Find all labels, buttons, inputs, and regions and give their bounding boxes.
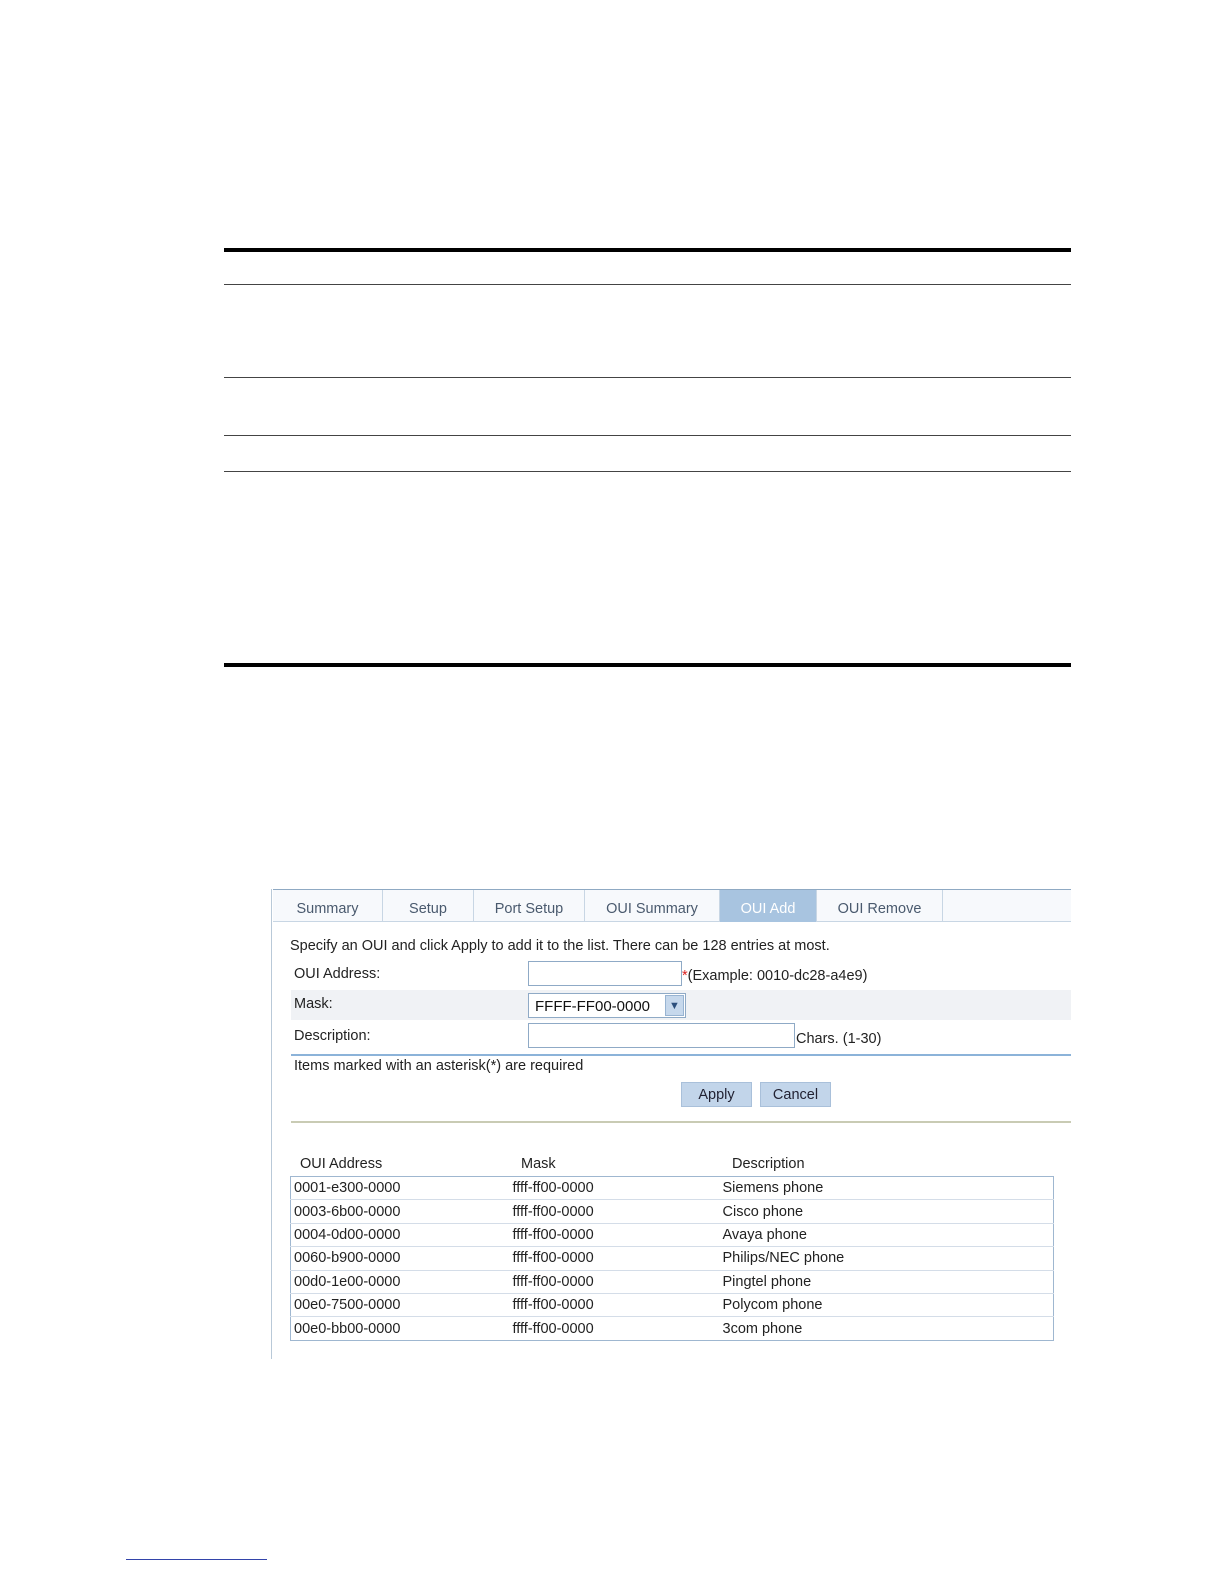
oui-list-table <box>290 1176 1054 1341</box>
description-input[interactable] <box>528 1023 795 1048</box>
table-row <box>291 1293 1054 1316</box>
required-note: Items marked with an asterisk(*) are required <box>294 1058 584 1074</box>
doc-table-rule <box>224 377 1071 378</box>
required-mark: * <box>682 968 688 984</box>
doc-table-rule <box>224 471 1071 472</box>
mask-label: Mask: <box>294 996 333 1012</box>
tab-port-setup[interactable]: Port Setup <box>474 890 585 922</box>
row-oui-address: 0004-0d00-0000 <box>291 1223 513 1246</box>
row-oui-address: 00e0-bb00-0000 <box>294 1320 401 1337</box>
row-mask: ffff-ff00-0000 <box>513 1223 723 1246</box>
list-separator <box>291 1121 1071 1123</box>
row-mask: ffff-ff00-0000 <box>513 1247 723 1270</box>
oui-address-hint-wrap <box>682 968 867 984</box>
description-label: Description: <box>294 1028 371 1044</box>
table-row <box>291 1317 1054 1340</box>
description-hint: Chars. (1-30) <box>796 1031 882 1047</box>
footer-link-underline[interactable] <box>126 1559 267 1560</box>
row-description: Avaya phone <box>723 1223 1054 1246</box>
apply-button[interactable]: Apply <box>681 1082 752 1107</box>
tab-oui-remove[interactable]: OUI Remove <box>817 890 943 922</box>
intro-text: Specify an OUI and click Apply to add it to the list. There can be 128 entries at most. <box>290 938 830 954</box>
description-row <box>291 1022 1071 1052</box>
column-header-mask: Mask <box>521 1156 556 1172</box>
row-oui-address: 0060-b900-0000 <box>291 1247 513 1270</box>
oui-address-hint: (Example: 0010-dc28-a4e9) <box>687 968 868 984</box>
tab-setup[interactable]: Setup <box>383 890 474 922</box>
oui-address-row <box>291 960 1071 990</box>
tab-oui-add[interactable]: OUI Add <box>720 890 817 922</box>
cancel-button[interactable]: Cancel <box>760 1082 831 1107</box>
row-mask: ffff-ff00-0000 <box>513 1177 723 1200</box>
doc-table-rule <box>224 284 1071 285</box>
row-description: Siemens phone <box>723 1177 1054 1200</box>
table-row <box>291 1200 1054 1223</box>
doc-table-rule <box>224 435 1071 436</box>
mask-select[interactable] <box>528 993 686 1018</box>
doc-table-bottom-rule <box>224 663 1071 667</box>
row-oui-address: 0003-6b00-0000 <box>291 1200 513 1223</box>
tab-summary[interactable]: Summary <box>273 890 383 922</box>
table-row <box>291 1247 1054 1270</box>
tab-oui-summary[interactable]: OUI Summary <box>585 890 720 922</box>
table-row <box>291 1270 1054 1293</box>
oui-address-label: OUI Address: <box>294 966 381 982</box>
oui-add-panel <box>271 889 1071 1361</box>
row-description: Philips/NEC phone <box>723 1247 1054 1270</box>
oui-address-input[interactable] <box>528 961 682 986</box>
row-description: Pingtel phone <box>723 1270 1054 1293</box>
column-header-description: Description <box>732 1156 805 1172</box>
row-mask: ffff-ff00-0000 <box>513 1270 723 1293</box>
row-oui-address: 00d0-1e00-0000 <box>291 1270 513 1293</box>
row-description: Polycom phone <box>723 1293 1054 1316</box>
table-row <box>291 1223 1054 1246</box>
row-oui-address: 00e0-7500-0000 <box>291 1293 513 1316</box>
row-mask: ffff-ff00-0000 <box>512 1320 594 1337</box>
panel-border <box>271 889 272 1359</box>
row-mask: ffff-ff00-0000 <box>513 1200 723 1223</box>
tab-bar <box>273 889 1071 922</box>
row-description: 3com phone <box>722 1320 803 1337</box>
column-header-oui-address: OUI Address <box>300 1156 383 1172</box>
table-row <box>291 1177 1054 1200</box>
mask-row <box>291 990 1071 1020</box>
mask-selected-value: FFFF-FF00-0000 <box>535 998 651 1015</box>
form-separator <box>291 1054 1071 1056</box>
row-description: Cisco phone <box>723 1200 1054 1223</box>
doc-table-top-rule <box>224 248 1071 252</box>
row-oui-address: 0001-e300-0000 <box>291 1177 513 1200</box>
chevron-down-icon[interactable]: ▼ <box>665 995 684 1016</box>
row-mask: ffff-ff00-0000 <box>513 1293 723 1316</box>
